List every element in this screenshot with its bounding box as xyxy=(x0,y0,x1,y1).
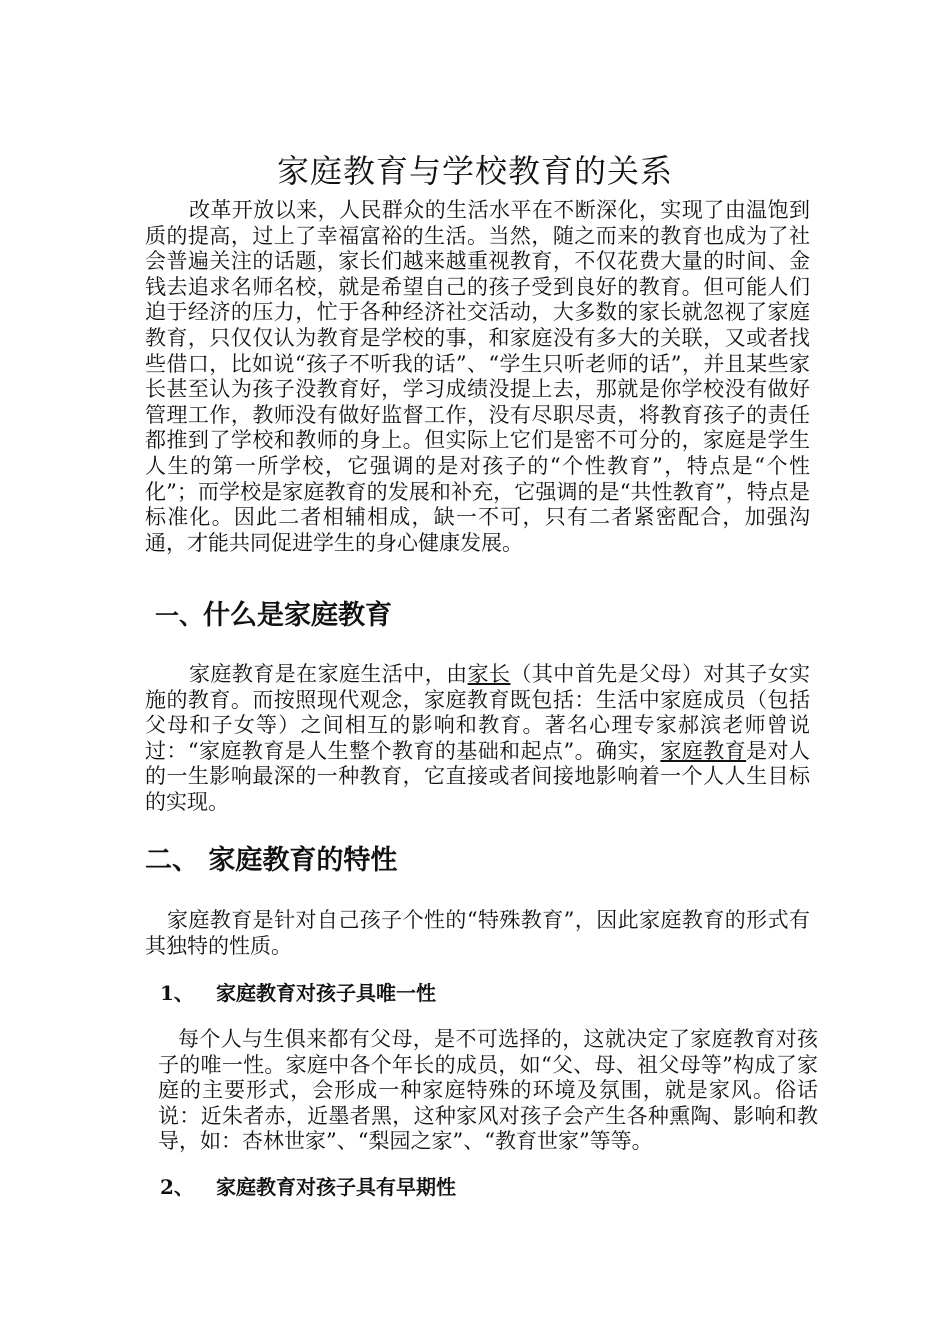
subsection-2-number: 2、 xyxy=(160,1175,194,1199)
link-parent[interactable]: 家长 xyxy=(467,662,511,686)
subsection-1-heading xyxy=(160,979,436,1007)
intro-paragraph: 改革开放以来，人民群众的生活水平在不断深化，实现了由温饱到质的提高，过上了幸福富裕的生活。当然，随之而来的教育也成为了社会普遍关注的话题，家长们越来越重视教育，不仅花费大量的时间、金钱去追求名师名校，就是希望自己的孩子受到良好的教育。但可能人们迫于经济的压力，忙于各种经济社交活动，大多数的家长就忽视了家庭教育，只仅仅认为教育是学校的事，和家庭没有多大的关联，又或者找些借口，比如说“孩子不听我的话”、“学生只听老师的话”，并且某些家长甚至认为孩子没教育好，学习成绩没提上去，那就是你学校没有做好管理工作，教师没有做好监督工作，没有尽职尽责，将教育孩子的责任都推到了学校和教师的身上。但实际上它们是密不可分的，家庭是学生人生的第一所学校，它强调的是对孩子的“个性教育”，特点是“个性化”；而学校是家庭教育的发展和补充，它强调的是“共性教育”，特点是标准化。因此二者相辅相成，缺一不可，只有二者紧密配合，加强沟通，才能共同促进学生的身心健康发展。 xyxy=(145,198,810,555)
section-2-intro: 家庭教育是针对自己孩子个性的“特殊教育”，因此家庭教育的形式有其独特的性质。 xyxy=(145,908,810,958)
section-1-number: 一、 xyxy=(155,601,203,630)
section-1-paragraph xyxy=(145,662,810,816)
subsection-2-title: 家庭教育对孩子具有早期性 xyxy=(216,1175,456,1199)
section-1-text-a: 家庭教育是在家庭生活中，由 xyxy=(189,662,468,686)
page-title: 家庭教育与学校教育的关系 xyxy=(276,152,673,191)
section-2-heading: 二、 家庭教育的特性 xyxy=(145,845,398,876)
subsection-1-number: 1、 xyxy=(160,981,194,1005)
link-family-education[interactable]: 家庭教育 xyxy=(660,738,747,763)
section-1-heading xyxy=(155,598,392,634)
section-1-text-b: （其中首先是父母）对其子女实施的教育。而按照现代观念，家庭教育既包括：生活中家庭成员（包括父母和子女等）之间相互的影响和教育。著名心理专家郝滨老师曾说过：“家庭教育是人生整个教育的基础和起点”。确实， xyxy=(145,662,811,763)
subsection-1-title: 家庭教育对孩子具唯一性 xyxy=(216,981,436,1005)
section-1-title: 什么是家庭教育 xyxy=(203,600,392,631)
subsection-1-paragraph: 每个人与生俱来都有父母，是不可选择的，这就决定了家庭教育对孩子的唯一性。家庭中各个年长的成员，如“父、母、祖父母等”构成了家庭的主要形式，会形成一种家庭特殊的环境及氛围，就是家风。俗话说：近朱者赤，近墨者黑，这种家风对孩子会产生各种熏陶、影响和教导，如：杏林世家”、“梨园之家”、“教育世家”等等。 xyxy=(158,1027,818,1154)
section-1-text-c: 是对人的一生影响最深的一种教育，它直接或者间接地影响着一个人人生目标的实现。 xyxy=(145,738,810,814)
subsection-2-heading xyxy=(160,1173,456,1201)
